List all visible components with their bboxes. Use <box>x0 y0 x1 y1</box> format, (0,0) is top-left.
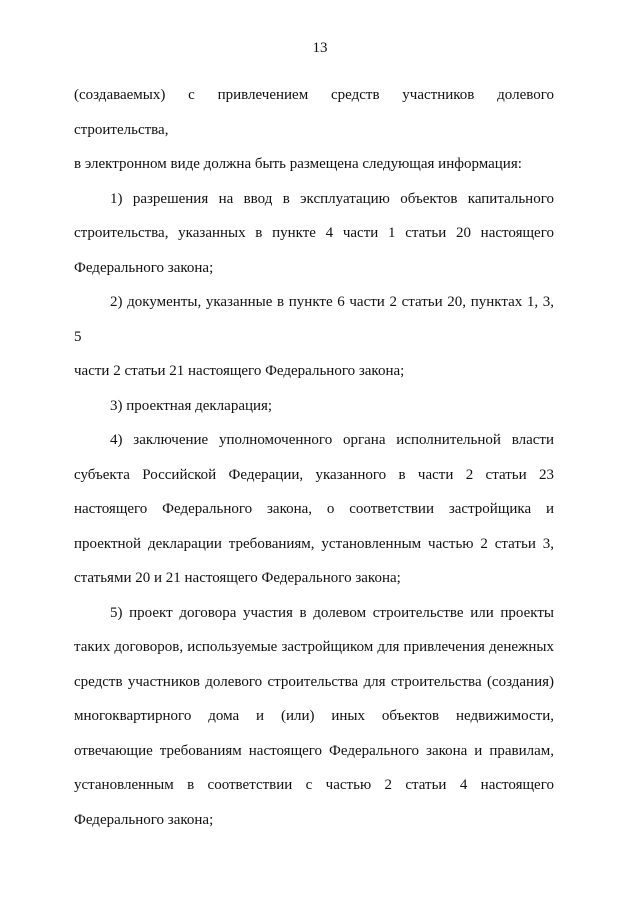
paragraph-continuation <box>74 78 554 182</box>
text-line: части 2 статьи 21 настоящего Федерального закона; <box>74 363 405 379</box>
list-item-1 <box>74 182 554 286</box>
list-item-5 <box>74 596 554 838</box>
page-number: 13 <box>312 40 328 56</box>
text-line: 2) документы, указанные в пункте 6 части 2 статьи 20, пунктах 1, 3, 5 <box>74 294 554 345</box>
text-line: статьями 20 и 21 настоящего Федерального закона; <box>74 570 401 586</box>
text-line: 3) проектная декларация; <box>110 397 273 414</box>
text-line: установленным в соответствии с частью 2 статьи 4 настоящего <box>74 777 554 793</box>
list-item-4 <box>74 423 554 596</box>
list-item-2 <box>74 285 554 389</box>
text-line: многоквартирного дома и (или) иных объектов недвижимости, <box>74 708 554 724</box>
text-line: таких договоров, используемые застройщиком для привлечения денежных <box>74 639 554 655</box>
text-line: Федерального закона; <box>74 259 214 276</box>
text-line: субъекта Российской Федерации, указанного в части 2 статьи 23 <box>74 466 554 483</box>
text-line: настоящего Федерального закона, о соответствии застройщика и <box>74 501 554 517</box>
text-line: 4) заключение уполномоченного органа исполнительной власти <box>110 432 554 448</box>
text-line: 5) проект договора участия в долевом строительстве или проекты <box>110 604 554 621</box>
text-line: в электронном виде должна быть размещена следующая информация: <box>74 156 522 172</box>
text-line: 1) разрешения на ввод в эксплуатацию объектов капитального <box>110 190 554 207</box>
list-item-3 <box>74 389 554 424</box>
text-line: (создаваемых) с привлечением средств участников долевого строительства, <box>74 87 554 138</box>
text-line: отвечающие требованиям настоящего Федерального закона и правилам, <box>74 742 554 759</box>
text-line: Федерального закона; <box>74 811 214 828</box>
document-body <box>74 78 554 837</box>
text-line: строительства, указанных в пункте 4 части 1 статьи 20 настоящего <box>74 225 554 241</box>
text-line: средств участников долевого строительства для строительства (создания) <box>74 673 554 690</box>
text-line: проектной декларации требованиям, установленным частью 2 статьи 3, <box>74 535 554 552</box>
